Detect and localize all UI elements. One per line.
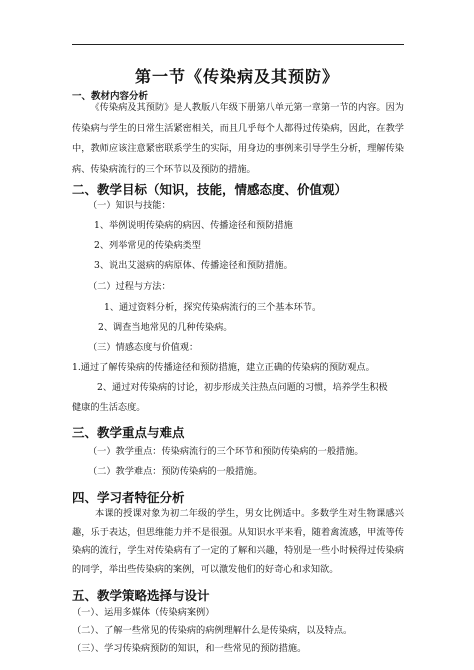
objective-item: 1、举例说明传染病的病因、传播途径和预防措施 [94, 220, 293, 231]
objective-item: 2、通过对传染病的讨论，初步形成关注热点问题的习惯，培养学生积极 [97, 382, 388, 393]
objective-item: 2、列举常见的传染病类型 [94, 240, 201, 251]
section-heading-strategy: 五、教学策略选择与设计 [72, 588, 210, 603]
strategy-item: （二）、了解一些常见的传染病的病例理解什么是传染病，以及特点。 [72, 625, 353, 636]
objectives-sub-process: （二）过程与方法： [88, 281, 171, 292]
strategy-item: （一）、运用多媒体（传染病案例） [72, 607, 215, 618]
key-point-item: （一）教学重点：传染病流行的三个环节和预防传染病的一般措施。 [88, 446, 364, 457]
section-heading-learner-analysis: 四、学习者特征分析 [72, 490, 185, 505]
objective-item: 1.通过了解传染病的传播途径和预防措施，建立正确的传染病的预防观点。 [72, 362, 375, 373]
objective-item: 3、说出艾滋病的病原体、传播途径和预防措施。 [94, 260, 293, 271]
content-analysis-paragraph: 《传染病及其预防》是人教版八年级下册第八单元第一章第一节的内容。因为传染病与学生的日常生活紧密相关，而且几乎每个人都得过传染病，因此，在教学中，教师应该注意紧密联系学生的实际，用身边的事例来引导学生分析，理解传染病、传染病流行的三个环节以及预防的措施。 [72, 102, 404, 175]
learner-analysis-paragraph: 本课的授课对象为初二年级的学生，男女比例适中。多数学生对生物课感兴趣，乐于表达，但思维能力并不是很强。从知识水平来看，随着禽流感，甲流等传染病的流行，学生对传染病有了一定的了解和兴趣，特别是一些小时候得过传染病的同学，举出些传染病的案例，可以激发他们的好奇心和求知欲。 [72, 508, 404, 575]
key-point-item: （二）教学难点：预防传染病的一般措施。 [88, 466, 263, 477]
objectives-sub-knowledge: （一）知识与技能： [88, 200, 171, 211]
objective-item: 1、通过资料分析，探究传染病流行的三个基本环节。 [104, 302, 322, 313]
section-heading-content-analysis: 一、教材内容分析 [72, 91, 149, 102]
strategy-item: （三）、学习传染病预防的知识，和一些常见的预防措施。 [72, 643, 307, 654]
section-heading-objectives: 二、教学目标（知识，技能，情感态度、价值观） [72, 182, 348, 197]
objectives-sub-attitude: （三）情感态度与价值观： [88, 342, 199, 353]
page-title: 第一节《传染病及其预防》 [134, 67, 339, 86]
objective-item: 健康的生活态度。 [72, 402, 146, 413]
header-rule [72, 44, 404, 45]
section-heading-key-points: 三、教学重点与难点 [72, 425, 185, 440]
objective-item: 2、调查当地常见的几种传染病。 [98, 322, 233, 333]
